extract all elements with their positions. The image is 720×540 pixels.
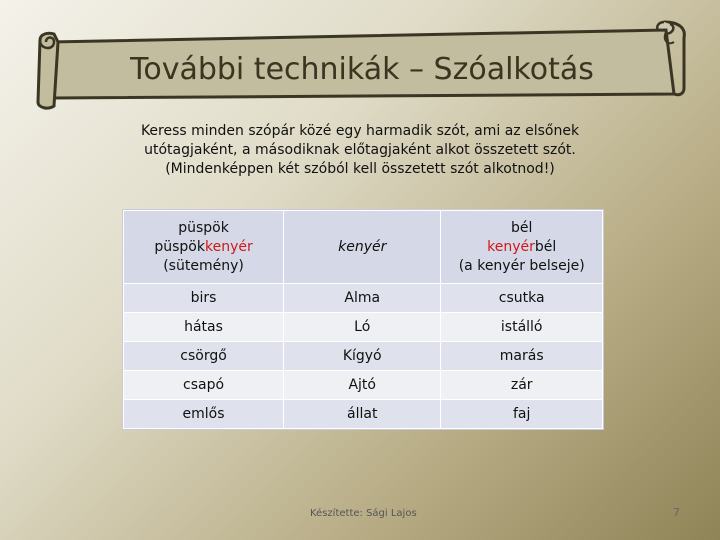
header-left-gloss: (sütemény) (163, 257, 244, 274)
cell-right: marás (441, 342, 603, 371)
slide-title: További technikák – Szóalkotás (130, 51, 594, 87)
cell-middle: állat (284, 400, 441, 429)
author-footer: Készítette: Sági Lajos (310, 508, 417, 519)
header-left-compound (124, 238, 283, 257)
compound-suffix-highlight: kenyér (204, 238, 253, 255)
cell-right: faj (441, 400, 603, 429)
table-row (124, 342, 603, 371)
header-cell-middle (284, 211, 441, 284)
header-right-compound (441, 238, 602, 257)
table-header-row (124, 211, 603, 284)
table-row (124, 400, 603, 429)
page-number: 7 (673, 506, 680, 519)
header-middle-word: kenyér (338, 238, 387, 255)
cell-middle: Alma (284, 284, 441, 313)
table-row (124, 371, 603, 400)
header-left-word: püspök (178, 219, 229, 236)
compound-prefix-highlight: kenyér (487, 238, 535, 255)
header-cell-left (124, 211, 284, 284)
header-right-gloss: (a kenyér belseje) (458, 257, 585, 274)
cell-left: emlős (124, 400, 284, 429)
header-cell-right (441, 211, 603, 284)
cell-middle: Kígyó (284, 342, 441, 371)
cell-right: istálló (441, 313, 603, 342)
cell-middle: Ló (284, 313, 441, 342)
cell-left: hátas (124, 313, 284, 342)
cell-left: birs (124, 284, 284, 313)
cell-right: zár (441, 371, 603, 400)
compound-prefix: püspök (154, 238, 205, 255)
header-right-word: bél (511, 219, 533, 236)
table-row (124, 284, 603, 313)
instructions-line-3: (Mindenképpen két szóból kell összetett szót alkotnod!) (165, 161, 555, 177)
instructions-line-1: Keress minden szópár közé egy harmadik szót, ami az elsőnek (140, 123, 580, 139)
cell-middle: Ajtó (284, 371, 441, 400)
table-row (124, 313, 603, 342)
cell-left: csörgő (124, 342, 284, 371)
instructions-text (100, 122, 620, 179)
instructions-line-2: utótagjaként, a másodiknak előtagjaként alkot összetett szót. (144, 142, 576, 158)
compound-suffix: bél (534, 238, 557, 255)
cell-left: csapó (124, 371, 284, 400)
cell-right: csutka (441, 284, 603, 313)
word-table (123, 210, 603, 429)
